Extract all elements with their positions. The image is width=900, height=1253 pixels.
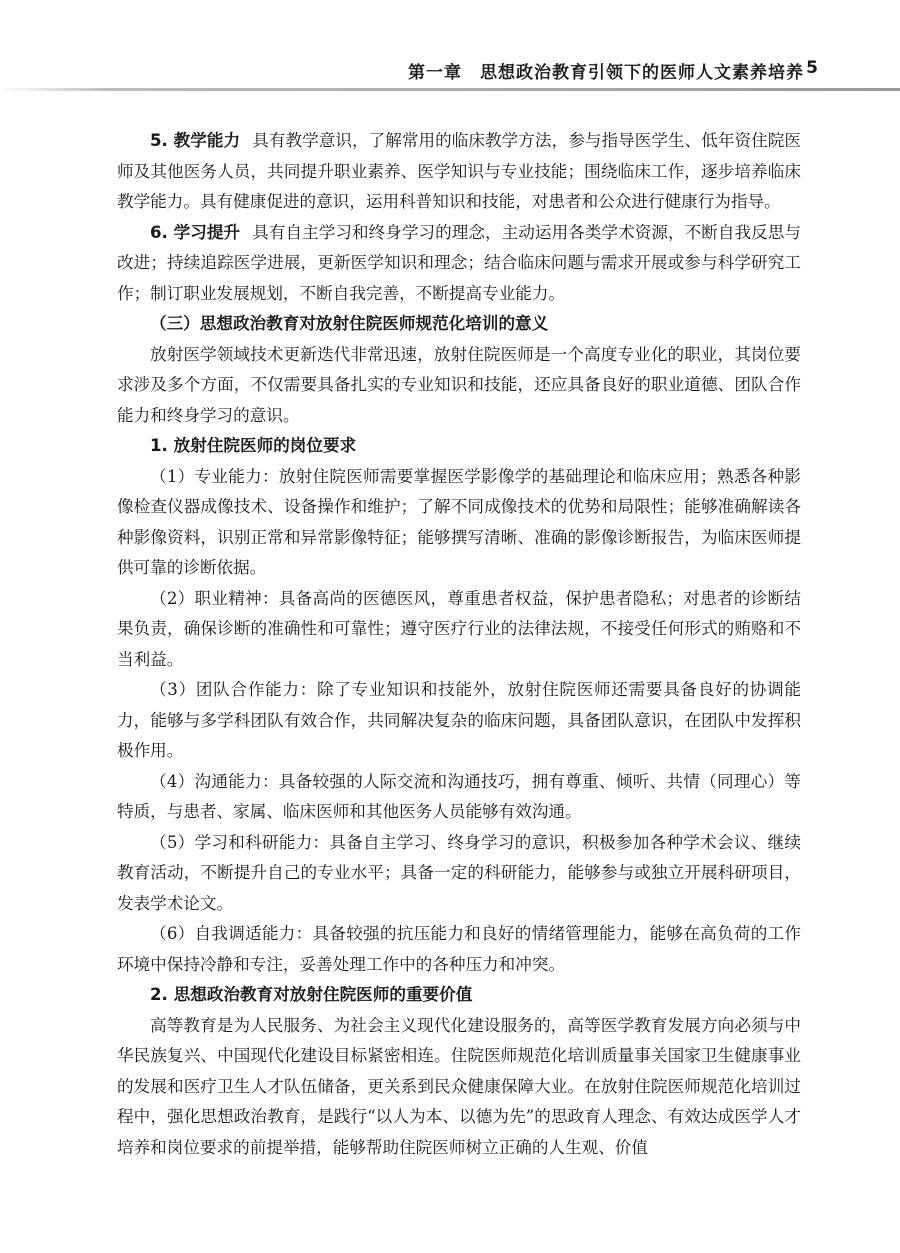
paragraph-teaching-ability: [117, 126, 801, 218]
chapter-title: 第一章 思想政治教育引领下的医师人文素养培养: [408, 63, 804, 83]
subheading-value: 2. 思想政治教育对放射住院医师的重要价值: [150, 985, 473, 1004]
list-item: （5）学习和科研能力：具备自主学习、终身学习的意识，积极参加各种学术会议、继续教育活动，不断提升自己的专业水平；具备一定的科研能力，能够参与或独立开展科研项目，发表学术论文。: [117, 832, 801, 913]
list-item: （2）职业精神：具备高尚的医德医风，尊重患者权益，保护患者隐私；对患者的诊断结果负责，确保诊断的准确性和可靠性；遵守医疗行业的法律法规，不接受任何形式的贿赂和不当利益。: [117, 588, 801, 669]
list-item: （3）团队合作能力：除了专业知识和技能外，放射住院医师还需要具备良好的协调能力，能够与多学科团队有效合作，共同解决复杂的临床问题，具备团队意识，在团队中发挥积极作用。: [117, 680, 801, 760]
paragraph-lead: 5. 教学能力: [150, 131, 241, 150]
paragraph-learning-improvement: [117, 218, 801, 310]
section-heading-3: （三）思想政治教育对放射住院医师规范化培训的意义: [150, 314, 549, 333]
paragraph-value: 高等教育是为人民服务、为社会主义现代化建设服务的，高等医学教育发展方向必须与中华民族复兴、中国现代化建设目标紧密相连。住院医师规范化培训质量事关国家卫生健康事业的发展和医疗卫生人才队伍储备，更关系到民众健康保障大业。在放射住院医师规范化培训过程中，强化思想政治教育，是践行“以人为本、以德为先”的思政育人理念、有效达成医学人才培养和岗位要求的前提举措，能够帮助住院医师树立正确的人生观、价值: [117, 1015, 801, 1157]
list-item: （1）专业能力：放射住院医师需要掌握医学影像学的基础理论和临床应用；熟悉各种影像检查仪器成像技术、设备操作和维护；了解不同成像技术的优势和局限性；能够准确解读各种影像资料，识别正常和异常影像特征；能够撰写清晰、准确的影像诊断报告，为临床医师提供可靠的诊断依据。: [117, 466, 801, 577]
header-rule: [0, 88, 900, 91]
body-text: [117, 126, 801, 1163]
list-item: （6）自我调适能力：具备较强的抗压能力和良好的情绪管理能力，能够在高负荷的工作环境中保持冷静和专注，妥善处理工作中的各种压力和冲突。: [117, 924, 801, 974]
page-header: [0, 0, 900, 92]
paragraph-lead: 6. 学习提升: [150, 222, 241, 242]
paragraph-intro: 放射医学领域技术更新迭代非常迅速，放射住院医师是一个高度专业化的职业，其岗位要求涉及多个方面，不仅需要具备扎实的专业知识和技能，还应具备良好的职业道德、团队合作能力和终身学习的意识。: [117, 344, 801, 425]
list-item: （4）沟通能力：具备较强的人际交流和沟通技巧，拥有尊重、倾听、共情（同理心）等特质，与患者、家属、临床医师和其他医务人员能够有效沟通。: [117, 771, 801, 821]
page-number: 5: [806, 58, 818, 78]
paragraph-text: 具有教学意识，了解常用的临床教学方法，参与指导医学生、低年资住院医师及其他医务人员，共同提升职业素养、医学知识与专业技能；围绕临床工作，逐步培养临床教学能力。具有健康促进的意识，运用科普知识和技能，对患者和公众进行健康行为指导。: [117, 131, 801, 211]
subheading-job-requirements: 1. 放射住院医师的岗位要求: [150, 436, 357, 455]
paragraph-text: 具有自主学习和终身学习的理念，主动运用各类学术资源，不断自我反思与改进；持续追踪医学进展，更新医学知识和理念；结合临床问题与需求开展或参与科学研究工作；制订职业发展规划，不断自我完善，不断提高专业能力。: [117, 222, 801, 303]
